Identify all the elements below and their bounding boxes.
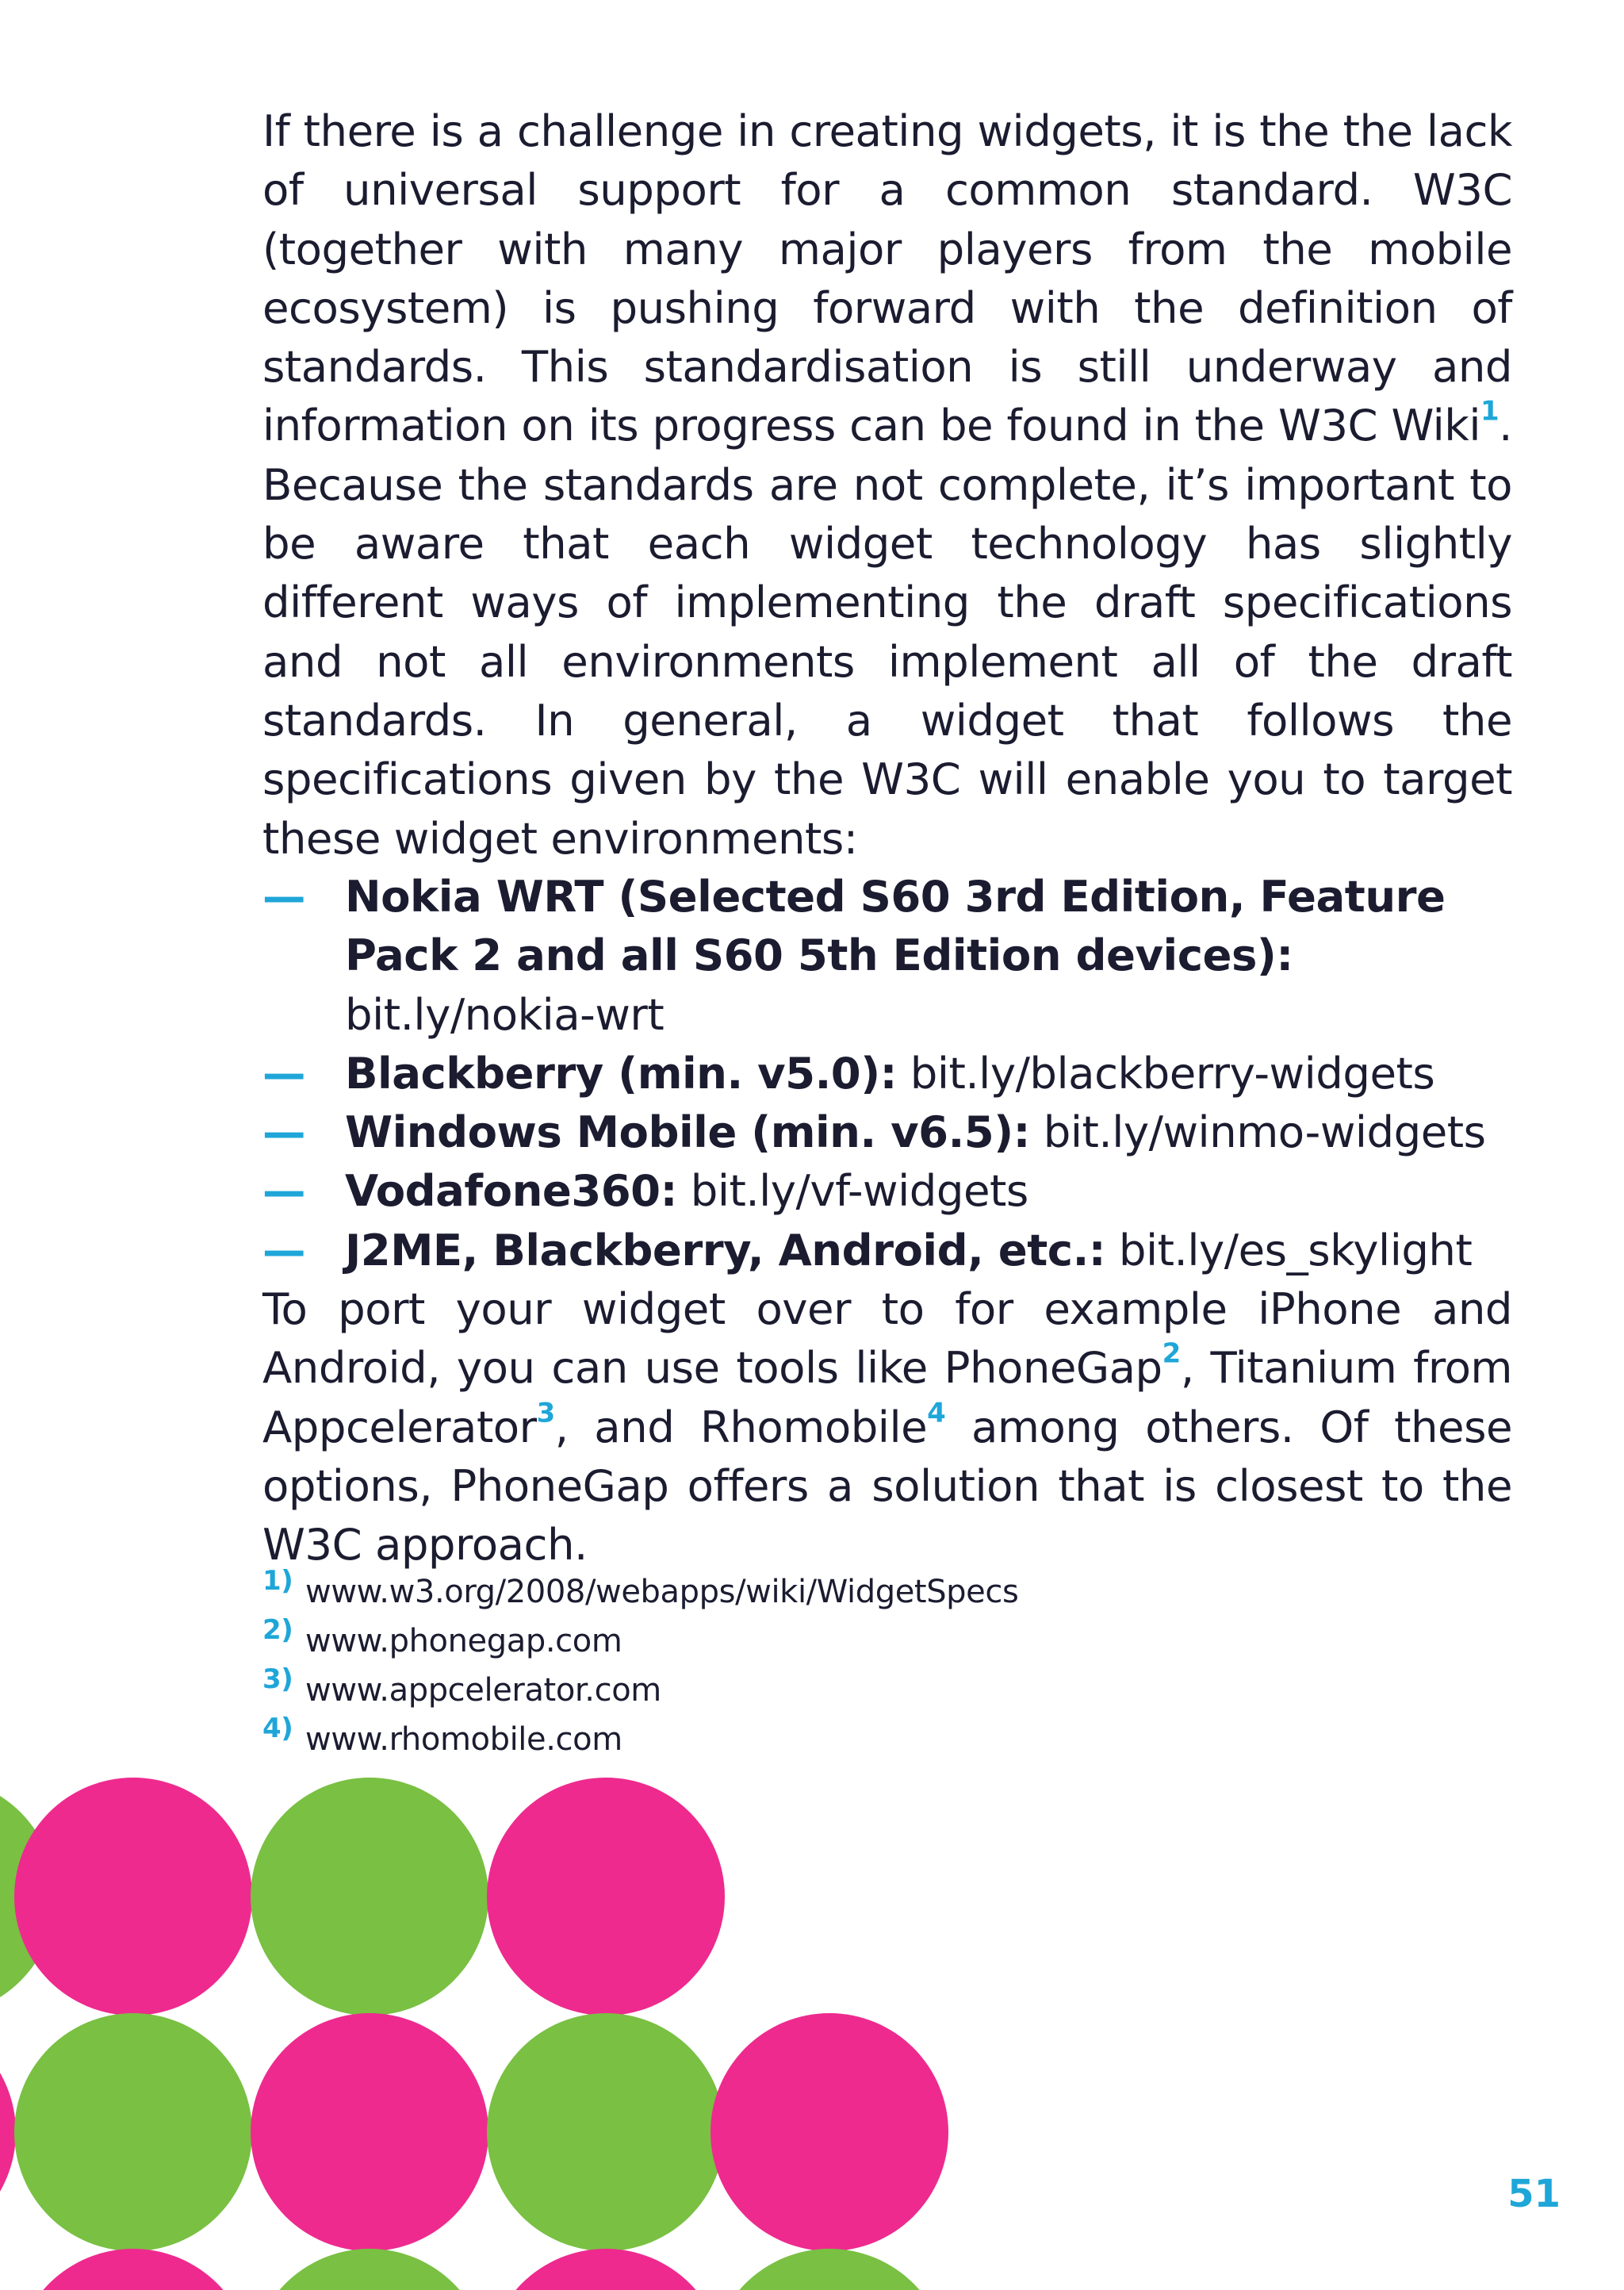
list-item-link[interactable]: bit.ly/winmo-widgets — [1043, 1107, 1486, 1158]
pink-dot — [710, 2013, 948, 2251]
paragraph-1: If there is a challenge in creating widgets, it is the the lack of universal support for a common standard. W3C (together with many major players from the mobile ecosystem) is pushing forward with the definition of standards. This standardisation is still underway and information on its progress can be found in the W3C Wiki$^1$. Because the standards are not complete, it’s important to be aware that each widget technology has slightly different ways of implementing the draft specifications and not all environments implement all of the draft standards. In general, a widget that follows the specifications given by the W3C will enable you to target these widget environments: — [262, 105, 1512, 864]
dash-bullet: — — [262, 871, 305, 922]
paragraph-2: To port your widget over to for example iPhone and Android, you can use tools like PhoneGap$^2$, Titanium from Appcelerator$^3$, and Rhomobile$^4$ among others. Of these options, PhoneGap offers a solution that is closest to the W3C approach. — [262, 1283, 1512, 1571]
dash-bullet: — — [262, 1047, 305, 1099]
list-item-link[interactable]: bit.ly/blackberry-widgets — [910, 1047, 1435, 1099]
list-item-label: Windows Mobile (min. v6.5): — [345, 1107, 1030, 1158]
footnote-number: 1) — [262, 1565, 293, 1597]
footnote-url[interactable]: www.rhomobile.com — [305, 1721, 622, 1758]
footnote-ref-1[interactable]: 1 — [1480, 395, 1500, 428]
pink-dot — [0, 2013, 16, 2251]
green-dot — [710, 2249, 948, 2290]
pink-dot — [14, 1778, 252, 2016]
dash-bullet: — — [262, 1224, 305, 1275]
footnote-ref-3[interactable]: 3 — [536, 1397, 555, 1429]
list-item-label: J2ME, Blackberry, Android, etc.: — [345, 1224, 1106, 1275]
footnote-number: 2) — [262, 1614, 293, 1646]
footnote-ref-2[interactable]: 2 — [1162, 1337, 1181, 1370]
pink-dot — [14, 2249, 252, 2290]
footnote-number: 4) — [262, 1713, 293, 1744]
list-item-label: Nokia WRT (Selected S60 3rd Edition, Feature Pack 2 and all S60 5th Edition devices): — [345, 871, 1446, 981]
footnote-ref-4[interactable]: 4 — [927, 1397, 946, 1429]
page-number: 51 — [1507, 2172, 1561, 2216]
list-item-link[interactable]: bit.ly/es_skylight — [1118, 1224, 1473, 1275]
pink-dot — [487, 1778, 725, 2016]
footnote-url[interactable]: www.phonegap.com — [305, 1623, 622, 1659]
pink-dot — [487, 2249, 725, 2290]
green-dot — [14, 2013, 252, 2251]
dash-bullet: — — [262, 1107, 305, 1158]
footnote-url[interactable]: www.w3.org/2008/webapps/wiki/WidgetSpecs — [305, 1574, 1019, 1610]
green-dot — [251, 1778, 488, 2016]
list-item-label: Blackberry (min. v5.0): — [345, 1047, 897, 1099]
pink-dot — [251, 2013, 488, 2251]
footnote-number: 3) — [262, 1663, 293, 1695]
footnote-url[interactable]: www.appcelerator.com — [305, 1672, 661, 1709]
dash-bullet: — — [262, 1165, 305, 1217]
green-dot — [251, 2249, 488, 2290]
list-item-link[interactable]: bit.ly/vf-widgets — [690, 1165, 1028, 1217]
list-item-link[interactable]: bit.ly/nokia-wrt — [345, 988, 665, 1040]
green-dot — [487, 2013, 725, 2251]
list-item-label: Vodafone360: — [345, 1165, 677, 1217]
